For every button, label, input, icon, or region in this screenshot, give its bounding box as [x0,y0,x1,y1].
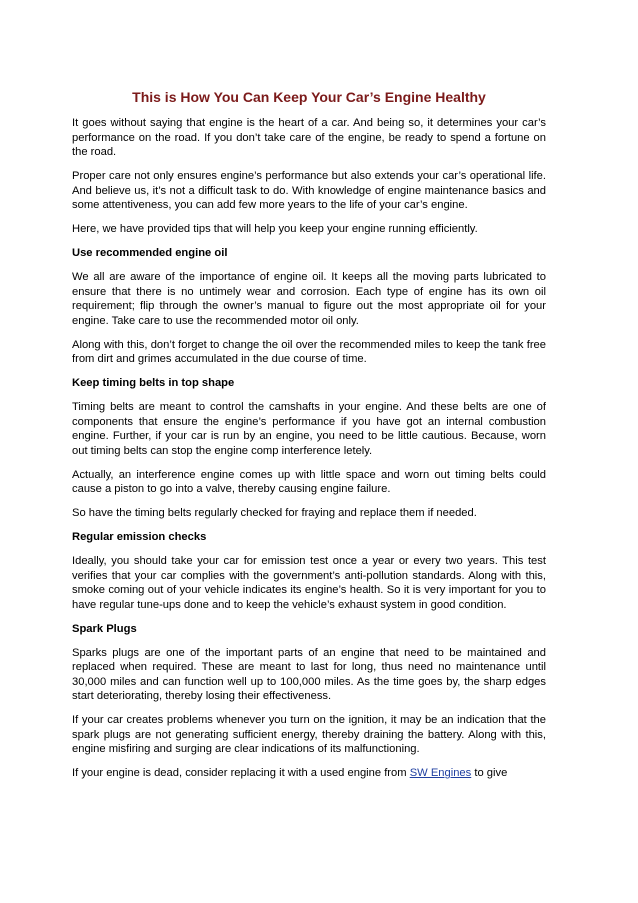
section-paragraph: We all are aware of the importance of engine oil. It keeps all the moving parts lubricated to ensure that there is no untimely wear and corrosion. Each type of engine has its own oil requirement; flip through the owner’s manual to figure out the most appropriate oil for your engine. Take care to use the recommended motor oil only. [72,271,546,327]
intro-paragraph: It goes without saying that engine is the heart of a car. And being so, it determines your car’s performance on the road. If you don’t take care of the engine, be ready to spend a fortune on the road. [72,117,546,158]
section-paragraph: Along with this, don’t forget to change the oil over the recommended miles to keep the tank free from dirt and grimes accumulated in the due course of time. [72,338,546,365]
page-title: This is How You Can Keep Your Car’s Engine Healthy [132,89,486,105]
section-heading-timing-belts: Keep timing belts in top shape [72,377,235,389]
section-paragraph: If your car creates problems whenever you turn on the ignition, it may be an indication that the spark plugs are not generating sufficient energy, thereby draining the battery. Along with this, engine misfiring and surging are clear indications of its malfunctioning. [72,714,546,755]
closing-text-after-link: to give [471,767,508,779]
section-paragraph: Timing belts are meant to control the camshafts in your engine. And these belts are one of components that ensure the engine’s performance if you have got an internal combustion engine. Further, if your car is run by an engine, you need to be little cautious. Because, worn out timing belts can stop the engine comp interference letely. [72,401,546,457]
document-page [72,88,546,790]
sw-engines-link[interactable]: SW Engines [409,767,472,779]
intro-paragraph: Proper care not only ensures engine’s performance but also extends your car’s operational life. And believe us, it’s not a difficult task to do. With knowledge of engine maintenance basics and some attentiveness, you can add few more years to the life of your car’s engine. [72,170,546,211]
closing-text-before-link: If your engine is dead, consider replacing it with a used engine from [72,767,410,779]
closing-paragraph [72,766,546,781]
section-paragraph: Sparks plugs are one of the important parts of an engine that need to be maintained and replaced when required. These are meant to last for long, thus need no maintenance until 30,000 miles and can function well up to 100,000 miles. As the time goes by, the sharp edges start deteriorating, thereby losing their effectiveness. [72,646,546,702]
section-heading-engine-oil: Use recommended engine oil [72,247,228,259]
section-paragraph: Ideally, you should take your car for emission test once a year or every two years. This test verifies that your car complies with the government’s anti-pollution standards. Along with this, smoke coming out of your vehicle indicates its engine’s health. So it is very important for you to have regular tune-ups done and to keep the vehicle’s exhaust system in good condition. [72,555,546,611]
intro-paragraph: Here, we have provided tips that will help you keep your engine running efficiently. [72,223,478,235]
section-paragraph: So have the timing belts regularly checked for fraying and replace them if needed. [72,507,477,519]
section-heading-spark-plugs: Spark Plugs [72,622,137,635]
section-paragraph: Actually, an interference engine comes up with little space and worn out timing belts could cause a piston to go into a valve, thereby causing engine failure. [72,468,546,495]
section-heading-emission-checks: Regular emission checks [72,531,207,543]
